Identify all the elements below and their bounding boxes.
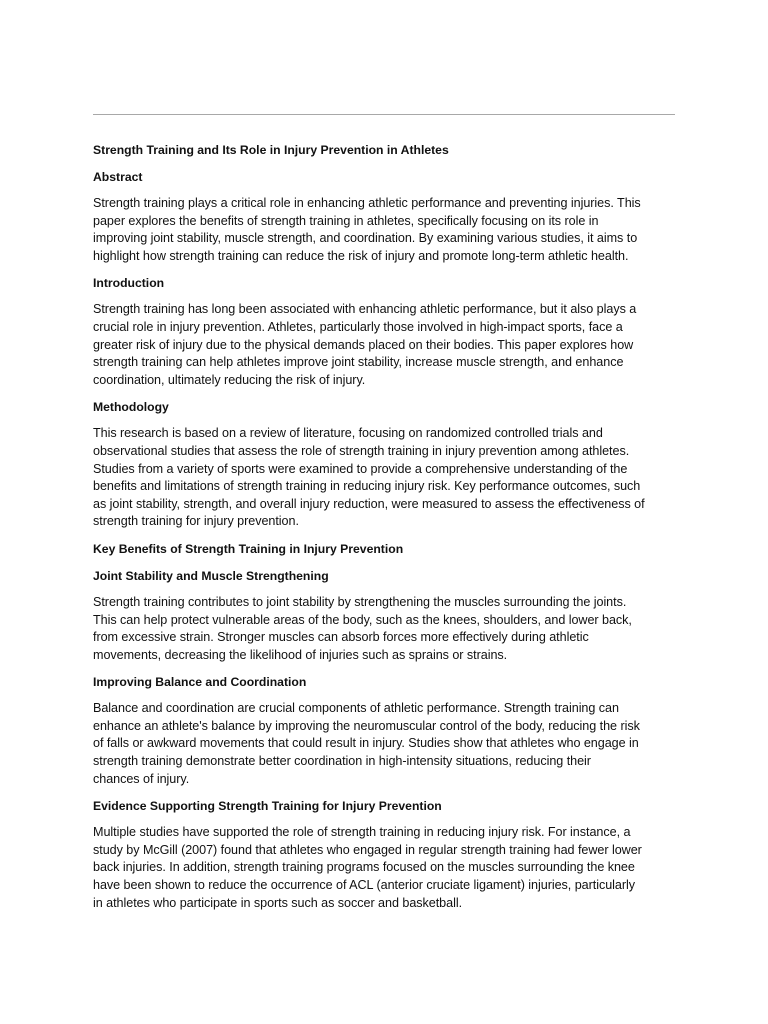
document-body [93,141,676,921]
header-divider [93,114,675,115]
text-line: back injuries. In addition, strength training programs focused on the muscles surrounding the knee [93,860,635,875]
text-line: chances of injury. [93,771,190,786]
text-line: of falls or awkward movements that could result in injury. Studies show that athletes who engage in [93,736,639,751]
text-line: strength training for injury prevention. [93,514,299,529]
text-line: highlight how strength training can reduce the risk of injury and promote long-term athletic health. [93,248,629,263]
section-paragraph-evidence [93,824,676,912]
text-line: strength training demonstrate better coordination in high-intensity situations, reducing their [93,754,591,769]
text-line: Balance and coordination are crucial components of athletic performance. Strength training can [93,701,619,716]
text-line: in athletes who participate in sports such as soccer and basketball. [93,895,463,910]
text-line: This can help protect vulnerable areas of the body, such as the knees, shoulders, and lower back, [93,612,632,627]
section-heading-joint-stability: Joint Stability and Muscle Strengthening [93,568,329,583]
section-paragraph-balance-coordination [93,700,676,788]
text-line: Multiple studies have supported the role of strength training in reducing injury risk. For instance, a [93,825,631,840]
section-heading-key-benefits: Key Benefits of Strength Training in Injury Prevention [93,541,404,556]
section-paragraph-methodology [93,425,676,531]
text-line: Strength training has long been associated with enhancing athletic performance, but it also plays a [93,302,637,317]
text-line: coordination, ultimately reducing the risk of injury. [93,372,366,387]
text-line: Studies from a variety of sports were examined to provide a comprehensive understanding of the [93,461,628,476]
text-line: This research is based on a review of literature, focusing on randomized controlled trials and [93,426,603,441]
section-paragraph-joint-stability [93,594,676,664]
text-line: greater risk of injury due to the physical demands placed on their bodies. This paper explores how [93,337,634,352]
text-line: as joint stability, strength, and overall injury reduction, were measured to assess the effectiveness of [93,496,645,511]
text-line: movements, decreasing the likelihood of injuries such as sprains or strains. [93,647,508,662]
text-line: study by McGill (2007) found that athletes who engaged in regular strength training had fewer lower [93,842,642,857]
text-line: improving joint stability, muscle strength, and coordination. By examining various studies, it aims to [93,231,638,246]
section-heading-abstract: Abstract [93,170,143,184]
section-heading-introduction: Introduction [93,276,165,291]
text-line: have been shown to reduce the occurrence of ACL (anterior cruciate ligament) injuries, particularly [93,878,635,893]
text-line: Strength training contributes to joint stability by strengthening the muscles surrounding the joints. [93,594,627,609]
text-line: paper explores the benefits of strength training in athletes, specifically focusing on its role in [93,213,599,228]
section-heading-methodology: Methodology [93,400,169,415]
text-line: observational studies that assess the role of strength training in injury prevention among athletes. [93,443,630,458]
section-paragraph-introduction [93,301,676,389]
section-paragraph-abstract [93,195,676,265]
text-line: Strength training plays a critical role in enhancing athletic performance and preventing injuries. This [93,196,641,210]
text-line: strength training can help athletes improve joint stability, increase muscle strength, and enhance [93,355,624,370]
document-title: Strength Training and Its Role in Injury Prevention in Athletes [93,143,449,157]
section-heading-balance-coordination: Improving Balance and Coordination [93,675,307,690]
text-line: crucial role in injury prevention. Athletes, particularly those involved in high-impact sports, face a [93,319,623,334]
section-heading-evidence: Evidence Supporting Strength Training for Injury Prevention [93,799,442,814]
text-line: benefits and limitations of strength training in reducing injury risk. Key performance outcomes, such [93,479,641,494]
text-line: enhance an athlete's balance by improving the neuromuscular control of the body, reducing the risk [93,718,640,733]
text-line: from excessive strain. Stronger muscles can absorb forces more effectively during athletic [93,630,589,645]
